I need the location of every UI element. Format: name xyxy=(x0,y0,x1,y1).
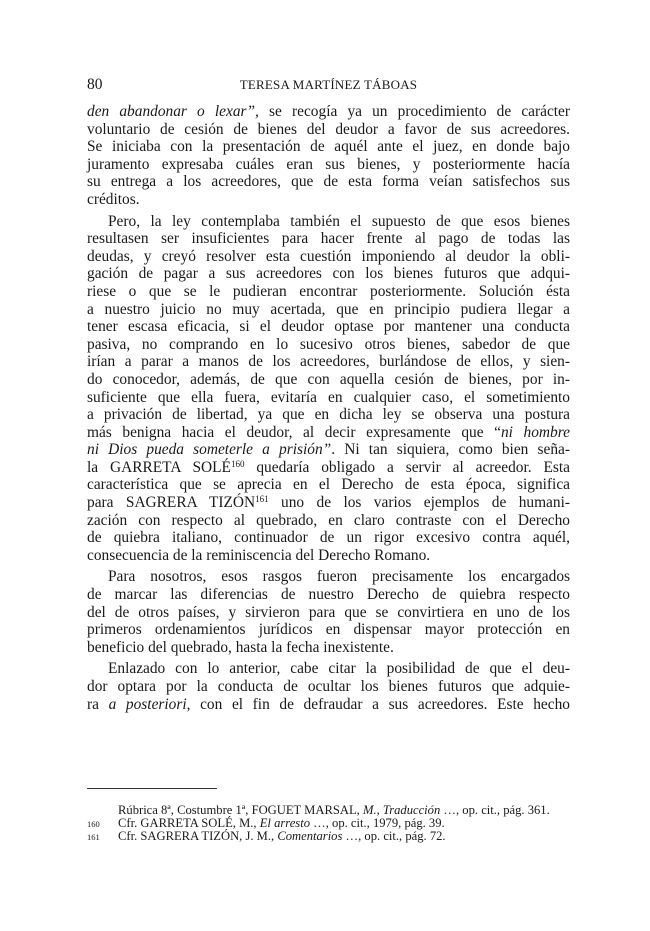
text-line xyxy=(87,586,570,604)
footnote-separator xyxy=(87,788,217,789)
text-line xyxy=(87,406,570,424)
text-line xyxy=(87,301,570,319)
text-line xyxy=(87,353,570,371)
text-run: quedaría obligado a servir al acreedor. Esta xyxy=(244,458,571,476)
text-run: uno de los varios ejemplos de humani- xyxy=(268,494,570,512)
paragraph xyxy=(87,213,570,565)
text-run: Para nosotros, esos rasgos fueron precisamente los encargados xyxy=(108,568,570,586)
text-run: irían a parar a manos de los acreedores, burlándose de ellos, y sien- xyxy=(87,353,570,371)
text-run: dor optara por la conducta de ocultar los bienes futuros que adquie- xyxy=(87,678,570,695)
footnote-number: 161 xyxy=(87,832,100,843)
text-run: den abandonar o lexar”, xyxy=(87,103,259,120)
running-head: TERESA MARTÍNEZ TÁBOAS xyxy=(239,77,418,92)
text-line xyxy=(87,639,570,657)
text-run: Pero, la ley contemplaba también el supuesto de que esos bienes xyxy=(108,212,570,230)
text-run: característica que se aprecia en el Derecho de esta época, significa xyxy=(87,476,570,494)
text-run: voluntario de cesión de bienes del deudor a favor de sus acreedores. xyxy=(87,120,570,138)
text-run: a nuestro juicio no muy acertada, que en principio pudiera llegar a xyxy=(87,300,570,318)
footnotes xyxy=(87,804,570,844)
text-run: ni Dios pueda someterle a prisión” xyxy=(87,441,332,459)
text-run: tener escasa eficacia, si el deudor optase por mantener una conducta xyxy=(87,318,570,336)
text-line xyxy=(87,248,570,266)
text-line xyxy=(87,103,570,121)
text-run: Rúbrica 8ª, Costumbre 1ª, FOGUET MARSAL, xyxy=(118,803,363,817)
text-line xyxy=(87,459,570,477)
text-run: . Ni tan siquiera, como bien seña- xyxy=(331,441,571,459)
text-run: Cfr. SAGRERA TIZÓN, J. M., xyxy=(118,829,278,844)
text-line xyxy=(87,121,570,139)
footnote-ref: 160 xyxy=(230,458,245,469)
text-line xyxy=(87,156,570,174)
text-line xyxy=(87,371,570,389)
text-run: suficiente que ella fuera, evitaría en cualquier caso, el sometimiento xyxy=(87,388,570,406)
text-run: pasiva, no comprando en lo sucesivo otros bienes, sabedor de que xyxy=(87,335,570,353)
text-run: primeros ordenamientos jurídicos en dispensar mayor protección en xyxy=(87,621,570,639)
text-run: a privación de libertad, ya que en dicha ley se observa una postura xyxy=(87,406,570,424)
text-run: se recogía ya un procedimiento de carácter xyxy=(258,103,571,120)
text-run: …, op. cit., pág. 361. xyxy=(440,803,550,817)
page-header xyxy=(87,76,570,96)
text-run: Comentarios xyxy=(277,829,343,844)
text-run: Cfr. GARRETA SOLÉ, M., xyxy=(118,816,260,831)
text-run: Se iniciaba con la presentación de aquél ante el juez, en donde bajo xyxy=(87,138,570,156)
text-run: gación de pagar a sus acreedores con los bienes futuros que adqui- xyxy=(87,265,570,283)
text-run: para SAGRERA TIZÓN xyxy=(87,494,256,512)
text-line xyxy=(87,283,570,301)
text-line xyxy=(87,265,570,283)
text-run: beneficio del quebrado, hasta la fecha inexistente. xyxy=(87,638,394,656)
page-number: 80 xyxy=(87,76,103,93)
footnote-number: 160 xyxy=(87,819,100,830)
text-run: la GARRETA SOLÉ xyxy=(87,458,231,476)
text-run: zación con respecto al quebrado, en claro contraste con el Derecho xyxy=(87,511,570,529)
text-run: …, op. cit., pág. 72. xyxy=(342,829,446,844)
text-line xyxy=(87,230,570,248)
text-line xyxy=(87,213,570,231)
footnote xyxy=(87,830,570,843)
text-run: ra xyxy=(87,695,109,713)
footnote-ref: 161 xyxy=(255,494,269,505)
text-line xyxy=(87,512,570,530)
text-run: resultasen ser insuficientes para hacer frente al pago de todas las xyxy=(87,230,570,248)
text-line xyxy=(87,424,570,442)
text-run: do conocedor, además, de que con aquella cesión de bienes, por in- xyxy=(87,370,570,388)
text-line xyxy=(87,568,570,586)
text-run: riese o que se le pudieran encontrar posteriormente. Solución ésta xyxy=(87,282,570,300)
text-run: de quiebra italiano, continuador de un rigor excesivo contra aquél, xyxy=(87,529,570,547)
text-line xyxy=(87,389,570,407)
text-run: a posteriori xyxy=(108,695,187,713)
body-text xyxy=(87,103,570,717)
text-line xyxy=(87,476,570,494)
text-line xyxy=(87,441,570,459)
text-run: , con el fin de defraudar a sus acreedores. Este hecho xyxy=(186,695,570,713)
text-run: de marcar las diferencias de nuestro Derecho de quiebra respecto xyxy=(87,586,570,604)
text-run: El arresto xyxy=(259,816,310,831)
text-line xyxy=(87,604,570,622)
text-run: …, op. cit., 1979, pág. 39. xyxy=(310,816,445,831)
text-line xyxy=(87,336,570,354)
text-line xyxy=(87,660,570,678)
text-line xyxy=(87,678,570,696)
paragraph xyxy=(87,568,570,656)
text-line xyxy=(87,191,570,209)
text-run: ni hombre xyxy=(500,423,570,441)
text-line xyxy=(87,318,570,336)
paragraph xyxy=(87,660,570,713)
text-run: su entrega a los acreedores, que de esta forma veían satisfechos sus xyxy=(87,173,570,191)
text-run: deudas, y creyó resolver esta cuestión imponiendo al deudor la obli- xyxy=(87,247,570,265)
text-run: Enlazado con lo anterior, cabe citar la posibilidad de que el deu- xyxy=(108,660,570,678)
text-run: consecuencia de la reminiscencia del Derecho Romano. xyxy=(87,546,431,564)
text-run: M., Traducción xyxy=(362,803,441,817)
text-line xyxy=(87,138,570,156)
text-line xyxy=(87,173,570,191)
text-run: del de otros países, y sirvieron para que se convirtiera en uno de los xyxy=(87,603,570,621)
text-run: créditos. xyxy=(87,190,140,208)
text-line xyxy=(87,494,570,512)
text-line xyxy=(87,529,570,547)
text-line xyxy=(87,547,570,565)
text-run: más benigna hacia el deudor, al decir expresamente que “ xyxy=(87,423,501,441)
text-line xyxy=(87,696,570,714)
text-run: juramento expresaba cuáles eran sus bienes, y posteriormente hacía xyxy=(87,155,570,173)
text-line xyxy=(87,621,570,639)
paragraph xyxy=(87,103,570,209)
